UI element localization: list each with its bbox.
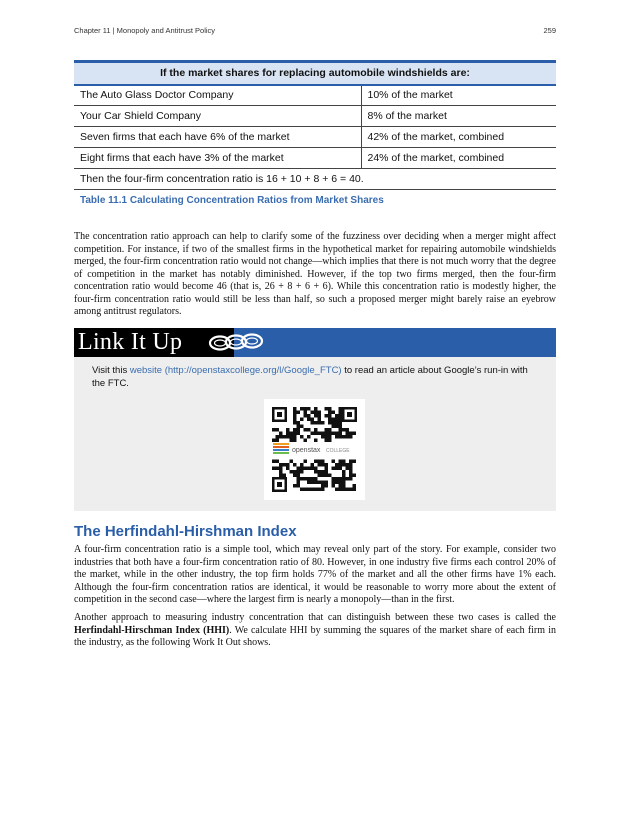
table-cell-share: 8% of the market xyxy=(361,106,556,127)
table-heading: If the market shares for replacing automobile windshields are: xyxy=(74,62,556,85)
table-cell-share: 10% of the market xyxy=(361,85,556,106)
link-it-up-title: Link It Up xyxy=(78,329,183,355)
chain-link-icon xyxy=(208,332,264,353)
link-it-up-box xyxy=(74,328,556,511)
table-row xyxy=(74,106,556,127)
table-summary-row xyxy=(74,169,556,190)
link-it-up-text xyxy=(92,365,540,390)
link-text-after: to read an article about Google’s run-in with the FTC. xyxy=(92,365,528,389)
chapter-title: Chapter 11 | Monopoly and Antitrust Policy xyxy=(74,26,216,35)
section-title: The Herfindahl-Hirshman Index xyxy=(74,523,297,540)
qr-code-image[interactable] xyxy=(264,399,365,500)
running-header xyxy=(74,26,556,38)
hhi-term: Herfindahl-Hirschman Index (HHI) xyxy=(74,624,230,636)
page-number: 259 xyxy=(543,26,556,35)
link-text-before: Visit this xyxy=(92,365,130,376)
concentration-table xyxy=(74,60,556,190)
website-link[interactable]: website (http://openstaxcollege.org/l/Google_FTC) xyxy=(129,365,342,376)
table-cell-share: 24% of the market, combined xyxy=(361,148,556,169)
body-paragraph xyxy=(74,612,556,650)
table-header-row xyxy=(74,62,556,85)
hhi-text-before: Another approach to measuring industry concentration that can distinguish between these two cases is called the xyxy=(74,612,556,623)
qr-brand-label: openstax xyxy=(292,447,321,454)
table-cell-share: 42% of the market, combined xyxy=(361,127,556,148)
table-summary: Then the four-firm concentration ratio is 16 + 10 + 8 + 6 = 40. xyxy=(74,169,556,190)
body-paragraph: The concentration ratio approach can help to clarify some of the fuzziness over deciding when a merger might affect competition. For instance, if two of the smallest firms in the hypothetical market for repairing automobile windshields merged, the four-firm concentration ratio would not change—which implies that there is not much worry that the degree of competition in the market has notably diminished. However, if the top two firms merged, then the four-firm concentration ratio would become 46 (that is, 26 + 8 + 6 + 6). While this concentration ratio is modestly higher, the four-firm concentration ratio would still be less than half, so such a proposed merger might barely raise an eyebrow among antitrust regulators. xyxy=(74,231,556,317)
body-paragraph: A four-firm concentration ratio is a simple tool, which may reveal only part of the story. For example, consider two industries that both have a four-firm concentration ratio of 80. However, in one industry five firms each control 20% of the market, while in the other industry, the top firm holds 77% of the market and all the other firms have 1% each. Although the four-firm concentration ratios are identical, it would be reasonable to worry more about the extent of competition in the second case—where the largest firm is nearly a monopoly—than in the first. xyxy=(74,544,556,605)
hhi-text-after: . We calculate HHI by summing the squares of the market share of each firm in the industry, as the following Work It Out shows. xyxy=(74,624,556,648)
table-caption: Table 11.1 Calculating Concentration Ratios from Market Shares xyxy=(80,195,384,206)
table-row xyxy=(74,148,556,169)
table-cell-firm: Eight firms that each have 3% of the market xyxy=(74,148,361,169)
table-cell-firm: Your Car Shield Company xyxy=(74,106,361,127)
table-row xyxy=(74,85,556,106)
table-row xyxy=(74,127,556,148)
table-cell-firm: The Auto Glass Doctor Company xyxy=(74,85,361,106)
link-it-up-banner xyxy=(74,328,556,357)
table-cell-firm: Seven firms that each have 6% of the market xyxy=(74,127,361,148)
qr-brand-suffix: COLLEGE xyxy=(326,448,350,454)
